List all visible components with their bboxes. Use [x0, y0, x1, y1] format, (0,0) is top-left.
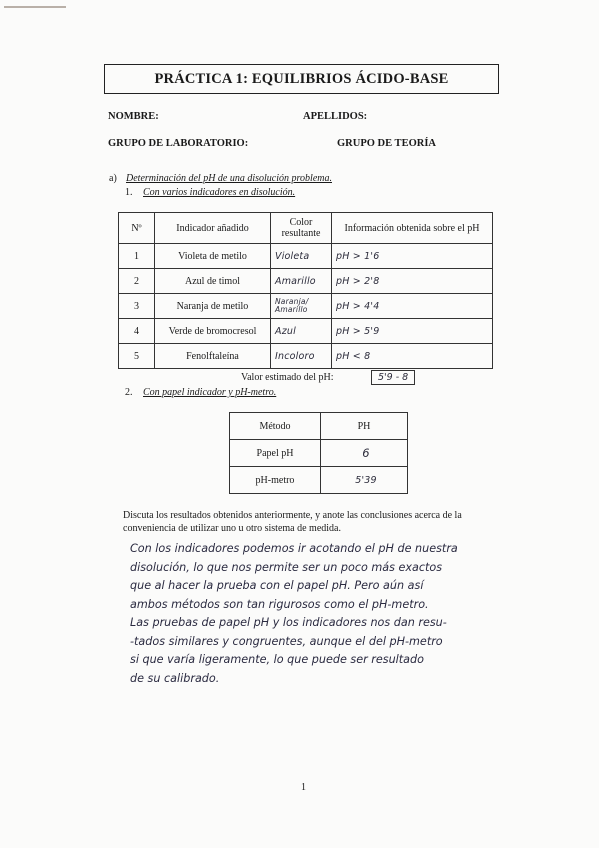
col-header-info: Información obtenida sobre el pH — [332, 213, 493, 244]
grupo-teoria-label: GRUPO DE TEORÍA — [337, 138, 436, 149]
answer-line: ambos métodos son tan rigurosos como el pH-metro. — [130, 597, 429, 611]
cell-info: pH > 1'6 — [332, 244, 493, 269]
answer-line: que al hacer la prueba con el papel pH. Pero aún así — [130, 579, 424, 592]
page-title — [104, 64, 499, 94]
cell-color: Incoloro — [271, 344, 332, 369]
methods-table — [229, 412, 408, 494]
cell-indicador: Fenolftaleína — [155, 344, 271, 369]
grupo-laboratorio-label: GRUPO DE LABORATORIO: — [108, 138, 249, 149]
item-2-number: 2. — [125, 387, 133, 398]
handwritten-answer — [130, 540, 510, 688]
cell-color: Azul — [271, 319, 332, 344]
answer-line: si que varía ligeramente, lo que puede ser resultado — [130, 653, 424, 666]
cell-color: Violeta — [271, 244, 332, 269]
section-a-title: Determinación del pH de una disolución problema. — [126, 173, 332, 184]
col-header-color: Color resultante — [271, 213, 332, 244]
answer-line: Las pruebas de papel pH y los indicadores nos dan resu- — [130, 616, 447, 629]
cell-metodo: pH-metro — [230, 467, 321, 494]
table-row — [119, 294, 493, 319]
cell-indicador: Azul de timol — [155, 269, 271, 294]
cell-n: 2 — [119, 269, 155, 294]
table-row — [119, 269, 493, 294]
cell-color: Naranja/ Amarillo — [271, 294, 332, 319]
cell-n: 3 — [119, 294, 155, 319]
table-row — [119, 319, 493, 344]
cell-info: pH > 2'8 — [332, 269, 493, 294]
section-a-marker: a) — [109, 173, 117, 184]
question-line-2: conveniencia de utilizar uno u otro sistema de medida. — [123, 523, 341, 534]
cell-n: 4 — [119, 319, 155, 344]
col-header-ph: PH — [321, 413, 408, 440]
cell-ph: 6 — [321, 440, 408, 467]
question-line-1: Discuta los resultados obtenidos anteriormente, y anote las conclusiones acerca de la — [123, 510, 462, 521]
answer-line: Con los indicadores podemos ir acotando el pH de nuestra — [130, 542, 458, 555]
col-header-indicador: Indicador añadido — [155, 213, 271, 244]
answer-line: -tados similares y congruentes, aunque el del pH-metro — [130, 634, 443, 648]
answer-line: disolución, lo que nos permite ser un poco más exactos — [130, 560, 443, 574]
cell-color: Amarillo — [271, 269, 332, 294]
answer-line: de su calibrado. — [130, 671, 220, 685]
table-row — [230, 440, 408, 467]
item-1-title: Con varios indicadores en disolución. — [143, 187, 296, 198]
cell-info: pH > 5'9 — [332, 319, 493, 344]
cell-info: pH > 4'4 — [332, 294, 493, 319]
item-2-title: Con papel indicador y pH-metro. — [143, 387, 277, 398]
cell-indicador: Verde de bromocresol — [155, 319, 271, 344]
item-1-number: 1. — [125, 187, 133, 198]
table-row — [119, 244, 493, 269]
cell-n: 1 — [119, 244, 155, 269]
indicators-table — [118, 212, 493, 369]
ph-estimate-label: Valor estimado del pH: — [241, 372, 334, 383]
table-header-row — [119, 213, 493, 244]
table-row — [119, 344, 493, 369]
top-edge-mark — [4, 6, 66, 8]
col-header-metodo: Método — [230, 413, 321, 440]
apellidos-label: APELLIDOS: — [303, 111, 368, 122]
cell-indicador: Violeta de metilo — [155, 244, 271, 269]
table-row — [230, 467, 408, 494]
cell-n: 5 — [119, 344, 155, 369]
page-title-text: PRÁCTICA 1: EQUILIBRIOS ÁCIDO-BASE — [154, 70, 449, 87]
cell-indicador: Naranja de metilo — [155, 294, 271, 319]
cell-ph: 5'39 — [321, 467, 408, 494]
col-header-n: Nº — [119, 213, 155, 244]
table-header-row — [230, 413, 408, 440]
cell-metodo: Papel pH — [230, 440, 321, 467]
ph-estimate-value: 5'9 - 8 — [371, 370, 415, 385]
nombre-label: NOMBRE: — [108, 111, 159, 122]
cell-info: pH < 8 — [332, 344, 493, 369]
page-number: 1 — [301, 782, 306, 793]
